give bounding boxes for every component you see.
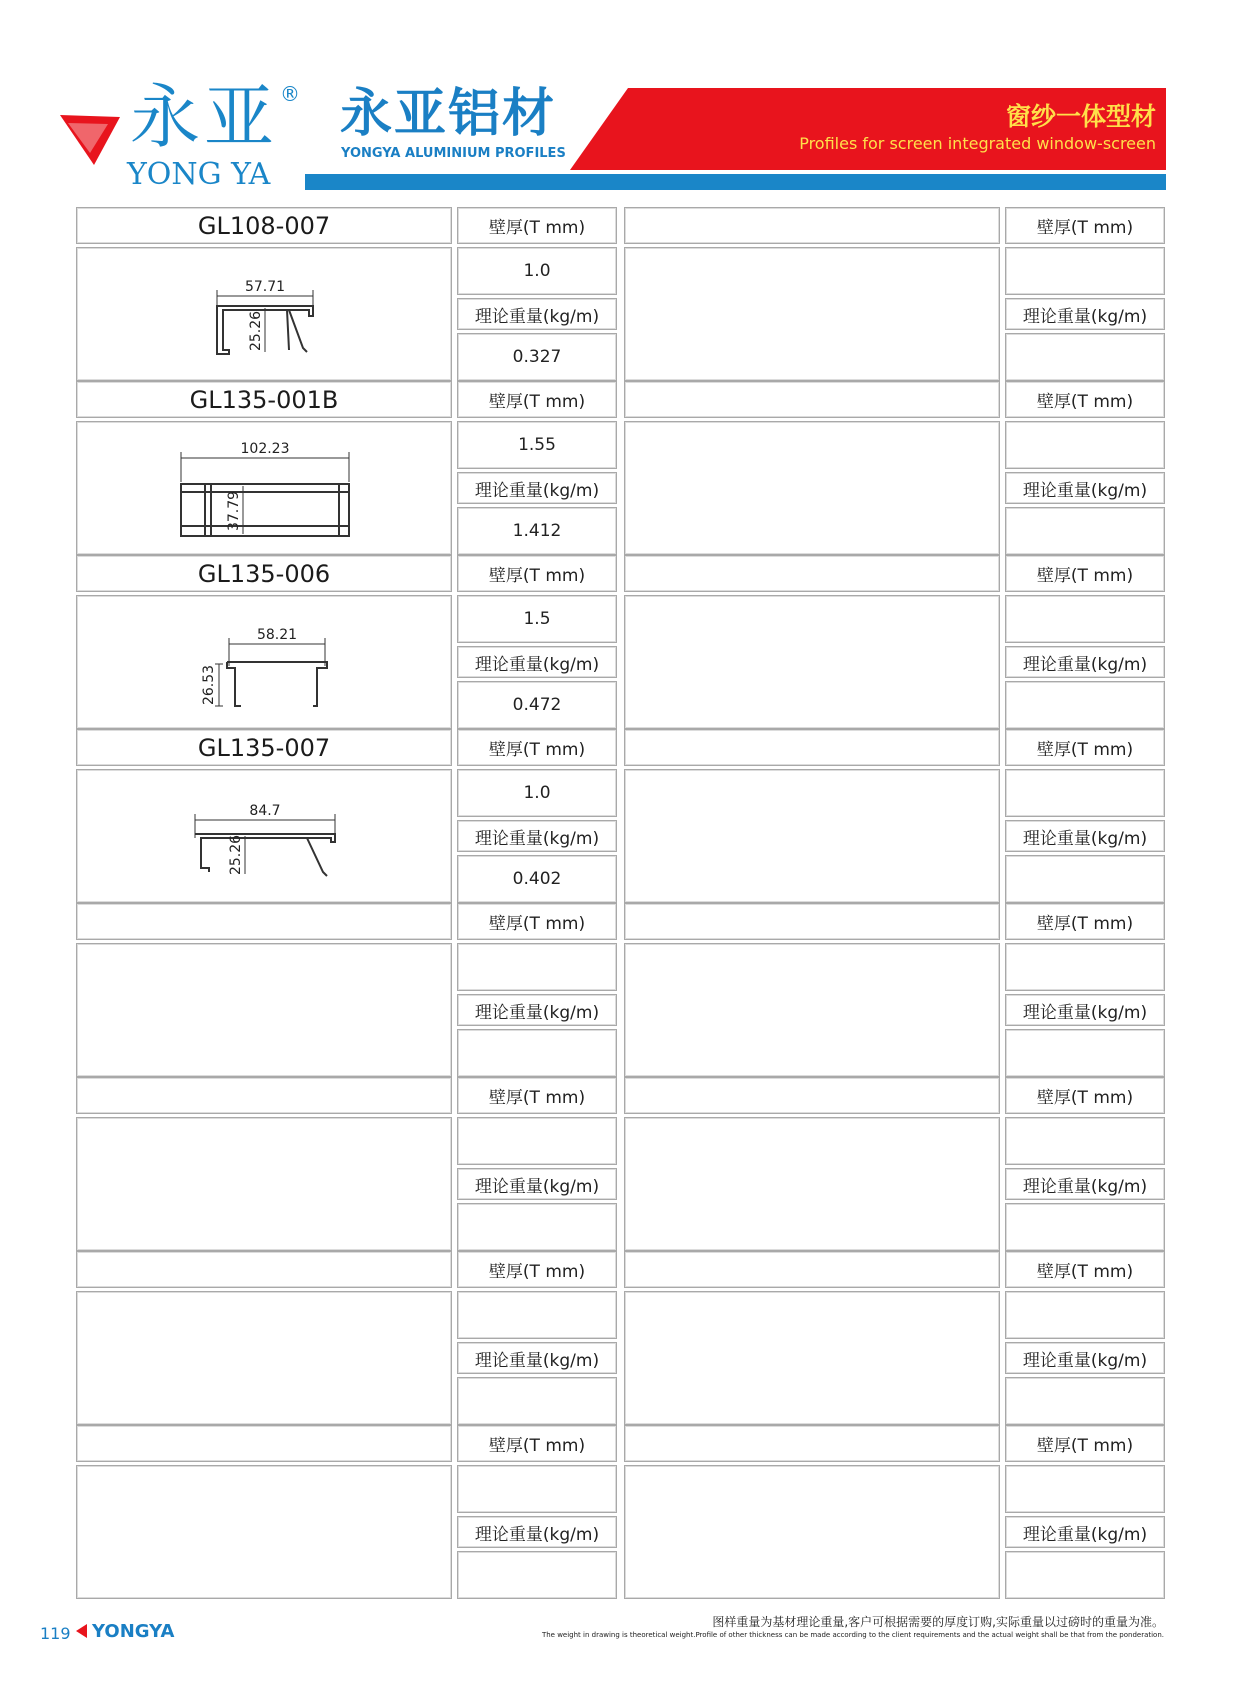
- empty-name-cell: [76, 1425, 452, 1462]
- weight-label: 理论重量(kg/m): [457, 1516, 617, 1548]
- category-title: 窗纱一体型材: [1005, 102, 1156, 131]
- profile-drawing: [77, 770, 453, 904]
- width-dimension: 58.21: [256, 627, 298, 643]
- thickness-value-empty: [1005, 769, 1165, 817]
- profile-code: GL135-001B: [76, 381, 452, 418]
- empty-name-cell: [624, 729, 1000, 766]
- thickness-label: 壁厚(T mm): [1005, 903, 1165, 940]
- weight-value: 0.472: [457, 681, 617, 729]
- weight-label: 理论重量(kg/m): [1005, 1516, 1165, 1548]
- thickness-value-empty: [457, 943, 617, 991]
- empty-name-cell: [624, 555, 1000, 592]
- thickness-value-empty: [1005, 1117, 1165, 1165]
- profile-drawing: [77, 248, 453, 382]
- thickness-label: 壁厚(T mm): [1005, 1251, 1165, 1288]
- thickness-label: 壁厚(T mm): [457, 555, 617, 592]
- weight-label: 理论重量(kg/m): [457, 994, 617, 1026]
- page-header: [0, 0, 1242, 200]
- empty-name-cell: [624, 1425, 1000, 1462]
- height-dimension: 25.26: [248, 310, 264, 352]
- thickness-label: 壁厚(T mm): [1005, 1425, 1165, 1462]
- arrow-left-icon: [76, 1624, 87, 1638]
- weight-label: 理论重量(kg/m): [1005, 298, 1165, 330]
- weight-value-empty: [1005, 333, 1165, 381]
- profile-row: [0, 381, 1242, 555]
- empty-drawing-cell: [624, 1291, 1000, 1425]
- thickness-value: 1.0: [457, 769, 617, 817]
- registered-mark: ®: [280, 82, 300, 106]
- weight-value-empty: [1005, 1377, 1165, 1425]
- height-dimension: 37.79: [226, 490, 242, 532]
- weight-value-empty: [457, 1377, 617, 1425]
- weight-label: 理论重量(kg/m): [457, 1168, 617, 1200]
- weight-value-empty: [457, 1203, 617, 1251]
- thickness-label: 壁厚(T mm): [457, 903, 617, 940]
- weight-label: 理论重量(kg/m): [1005, 820, 1165, 852]
- thickness-value-empty: [1005, 1291, 1165, 1339]
- weight-value-empty: [1005, 1203, 1165, 1251]
- profile-drawing-cell: [76, 247, 452, 381]
- empty-drawing-cell: [624, 595, 1000, 729]
- empty-drawing-cell: [624, 1465, 1000, 1599]
- weight-label: 理论重量(kg/m): [1005, 1342, 1165, 1374]
- thickness-value: 1.0: [457, 247, 617, 295]
- logo-english: YONG YA: [127, 157, 271, 192]
- thickness-value-empty: [457, 1117, 617, 1165]
- thickness-value-empty: [1005, 1465, 1165, 1513]
- page-number: 119: [40, 1624, 71, 1643]
- empty-name-cell: [76, 903, 452, 940]
- weight-value-empty: [1005, 1551, 1165, 1599]
- profile-row: [0, 729, 1242, 903]
- thickness-label: 壁厚(T mm): [457, 1425, 617, 1462]
- brand-title: 永亚铝材: [340, 84, 557, 144]
- weight-label: 理论重量(kg/m): [457, 472, 617, 504]
- weight-value: 1.412: [457, 507, 617, 555]
- thickness-value-empty: [1005, 247, 1165, 295]
- empty-drawing-cell: [76, 943, 452, 1077]
- profile-code: GL108-007: [76, 207, 452, 244]
- empty-name-cell: [624, 903, 1000, 940]
- thickness-value: 1.55: [457, 421, 617, 469]
- thickness-label: 壁厚(T mm): [1005, 207, 1165, 244]
- thickness-label: 壁厚(T mm): [1005, 1077, 1165, 1114]
- weight-note-english: The weight in drawing is theoretical weight.Profile of other thickness can be made according to the client requirements and the actual weight shall be that from the ponderation.: [541, 1631, 1164, 1639]
- thickness-value: 1.5: [457, 595, 617, 643]
- empty-name-cell: [624, 207, 1000, 244]
- height-dimension: 26.53: [201, 664, 217, 706]
- weight-value: 0.402: [457, 855, 617, 903]
- thickness-label: 壁厚(T mm): [457, 1077, 617, 1114]
- weight-label: 理论重量(kg/m): [457, 820, 617, 852]
- brand-subtitle: YONGYA ALUMINIUM PROFILES: [341, 146, 566, 161]
- thickness-value-empty: [1005, 421, 1165, 469]
- weight-label: 理论重量(kg/m): [457, 1342, 617, 1374]
- weight-label: 理论重量(kg/m): [1005, 1168, 1165, 1200]
- weight-label: 理论重量(kg/m): [1005, 646, 1165, 678]
- empty-drawing-cell: [76, 1465, 452, 1599]
- thickness-value-empty: [457, 1291, 617, 1339]
- profile-row: [0, 555, 1242, 729]
- empty-row: [0, 1251, 1242, 1425]
- weight-label: 理论重量(kg/m): [1005, 994, 1165, 1026]
- empty-drawing-cell: [76, 1117, 452, 1251]
- weight-value-empty: [1005, 1029, 1165, 1077]
- thickness-value-empty: [1005, 595, 1165, 643]
- thickness-value-empty: [457, 1465, 617, 1513]
- thickness-label: 壁厚(T mm): [1005, 381, 1165, 418]
- empty-row: [0, 1425, 1242, 1599]
- profile-code: GL135-007: [76, 729, 452, 766]
- empty-name-cell: [624, 1251, 1000, 1288]
- weight-value: 0.327: [457, 333, 617, 381]
- empty-drawing-cell: [624, 421, 1000, 555]
- thickness-label: 壁厚(T mm): [1005, 729, 1165, 766]
- empty-name-cell: [76, 1077, 452, 1114]
- footer-brand: YONGYA: [92, 1621, 175, 1642]
- empty-row: [0, 903, 1242, 1077]
- width-dimension: 84.7: [249, 803, 281, 819]
- category-subtitle: Profiles for screen integrated window-screen: [799, 134, 1156, 153]
- profile-drawing-cell: [76, 421, 452, 555]
- empty-name-cell: [624, 381, 1000, 418]
- empty-name-cell: [76, 1251, 452, 1288]
- thickness-value-empty: [1005, 943, 1165, 991]
- thickness-label: 壁厚(T mm): [457, 729, 617, 766]
- weight-label: 理论重量(kg/m): [457, 646, 617, 678]
- empty-drawing-cell: [76, 1291, 452, 1425]
- empty-drawing-cell: [624, 247, 1000, 381]
- logo-wing-icon: [60, 115, 122, 171]
- height-dimension: 25.26: [228, 834, 244, 876]
- profile-drawing: [77, 596, 453, 730]
- profile-drawing-cell: [76, 595, 452, 729]
- width-dimension: 57.71: [244, 279, 286, 295]
- weight-value-empty: [457, 1029, 617, 1077]
- width-dimension: 102.23: [240, 441, 290, 457]
- weight-label: 理论重量(kg/m): [457, 298, 617, 330]
- weight-value-empty: [1005, 681, 1165, 729]
- profile-drawing-cell: [76, 769, 452, 903]
- empty-drawing-cell: [624, 769, 1000, 903]
- weight-value-empty: [1005, 507, 1165, 555]
- empty-name-cell: [624, 1077, 1000, 1114]
- thickness-label: 壁厚(T mm): [457, 207, 617, 244]
- thickness-label: 壁厚(T mm): [457, 1251, 617, 1288]
- weight-note-chinese: 图样重量为基材理论重量,客户可根据需要的厚度订购,实际重量以过磅时的重量为准。: [712, 1615, 1164, 1629]
- empty-drawing-cell: [624, 943, 1000, 1077]
- logo-chinese: 永亚: [130, 76, 278, 158]
- profile-code: GL135-006: [76, 555, 452, 592]
- weight-value-empty: [1005, 855, 1165, 903]
- thickness-label: 壁厚(T mm): [457, 381, 617, 418]
- empty-row: [0, 1077, 1242, 1251]
- weight-value-empty: [457, 1551, 617, 1599]
- profile-drawing: [77, 422, 453, 556]
- weight-label: 理论重量(kg/m): [1005, 472, 1165, 504]
- header-blue-band: [305, 174, 1166, 190]
- empty-drawing-cell: [624, 1117, 1000, 1251]
- thickness-label: 壁厚(T mm): [1005, 555, 1165, 592]
- profile-row: [0, 207, 1242, 381]
